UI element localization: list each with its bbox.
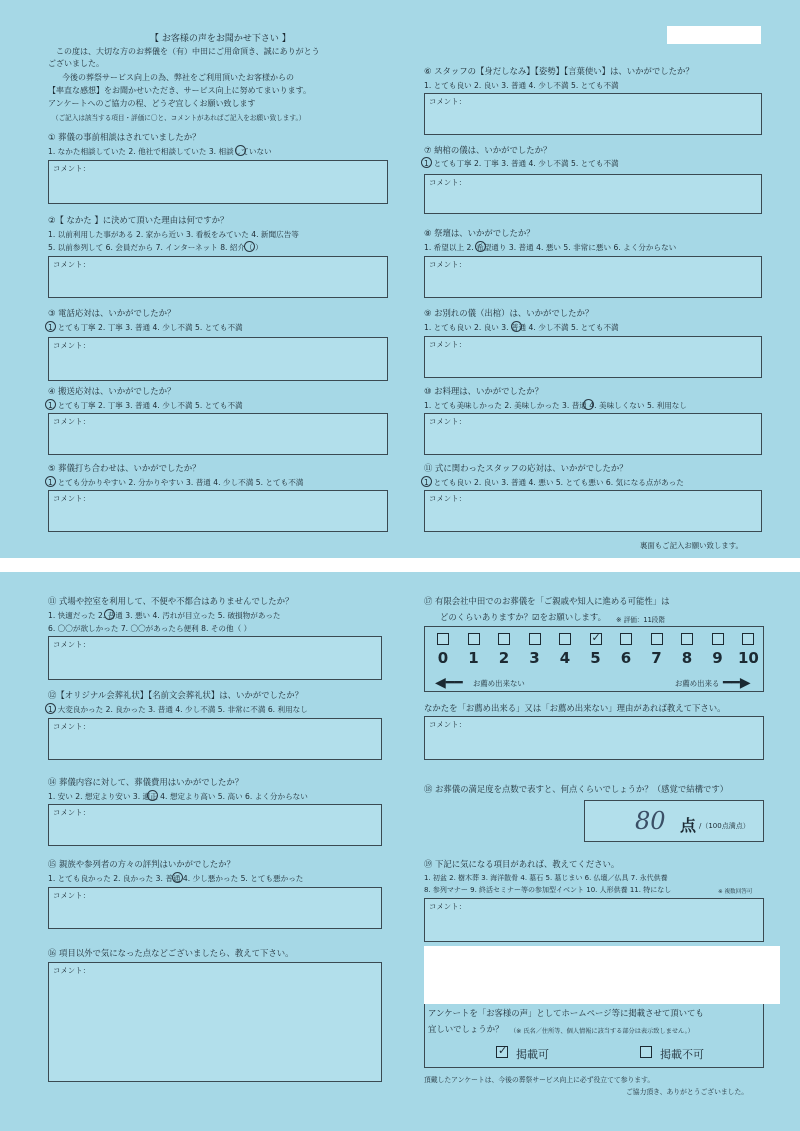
scale-checkbox-3[interactable]: [529, 633, 541, 645]
q15-comment-box[interactable]: コメント：: [48, 887, 382, 929]
q17-note: ※ 評価：11段階: [616, 616, 665, 624]
score-max: /（100点満点）: [699, 822, 750, 830]
publish-no-label: 掲載不可: [660, 1048, 704, 1061]
intro-line-2: ございました。: [48, 59, 104, 68]
q7-comment-box[interactable]: コメント：: [424, 174, 762, 214]
publish-question-2: 宜しいでしょうか？: [428, 1024, 504, 1034]
q11-options: 1. とても良い 2. 良い 3. 普通 4. 悪い 5. とても悪い 6. 気になる点があった: [424, 478, 684, 487]
score-unit: 点: [680, 816, 697, 835]
q8-options: 1. 希望以上 2. 希望通り 3. 普通 4. 悪い 5. 非常に悪い 6. よく分からない: [424, 243, 677, 252]
scale-number-8: 8: [681, 649, 693, 667]
q11-comment-box[interactable]: コメント：: [424, 490, 762, 532]
q11b-options-1: 1. 快適だった 2. 普通 3. 悪い 4. 汚れが目立った 5. 破損物があった: [48, 611, 281, 620]
q3-options: 1. とても丁寧 2. 丁寧 3. 普通 4. 少し不満 5. とても不満: [48, 323, 243, 332]
selection-mark: [583, 399, 594, 410]
q12b-options: 1. 大変良かった 2. 良かった 3. 普通 4. 少し不満 5. 非常に不満 6. 利用なし: [48, 705, 308, 714]
q14-title: ⑭ 葬儀内容に対して、葬儀費用はいかがでしたか？: [48, 777, 244, 787]
q9-title: ⑨ お別れの儀（出棺）は、いかがでしたか？: [424, 308, 594, 318]
q1-comment-box[interactable]: コメント：: [48, 160, 388, 204]
selection-mark: [172, 872, 183, 883]
q17-title-1: ⑰ 有限会社中田でのお葬儀を「ご親戚や知人に進める可能性」は: [424, 596, 670, 606]
q17-reason: なかたを「お薦め出来る」又は「お薦め出来ない」理由があれば教えて下さい。: [424, 703, 726, 713]
selection-mark: [475, 241, 486, 252]
scale-checkbox-5[interactable]: [590, 633, 602, 645]
q14-options: 1. 安い 2. 想定より安い 3. 適正 4. 想定より高い 5. 高い 6. よく分からない: [48, 792, 308, 801]
q1-options: 1. なかた相談していた 2. 他社で相談していた 3. 相談していない: [48, 147, 272, 156]
q6-comment-box[interactable]: コメント：: [424, 93, 762, 135]
scale-checkbox-9[interactable]: [712, 633, 724, 645]
intro-line-5: アンケートへのご協力の程、どうぞ宜しくお願い致します: [48, 99, 256, 108]
q2-comment-box[interactable]: コメント：: [48, 256, 388, 298]
publish-note: （※ 氏名／住所等、個人情報に該当する部分は表示致しません。）: [510, 1028, 694, 1035]
q11b-options-2: 6. 〇〇が欲しかった 7. 〇〇があったら便利 8. その他（ ）: [48, 624, 252, 633]
scale-number-4: 4: [559, 649, 571, 667]
footer-note: 裏面もご記入お願い致します。: [640, 541, 743, 550]
selection-mark: [45, 321, 56, 332]
recommend-scale: [424, 626, 764, 692]
q16-comment-box[interactable]: コメント：: [48, 962, 382, 1082]
q4-options: 1. とても丁寧 2. 丁寧 3. 普通 4. 少し不満 5. とても不満: [48, 401, 243, 410]
scale-number-5: 5: [590, 649, 601, 667]
selection-mark: [104, 609, 115, 620]
publish-yes-label: 掲載可: [516, 1048, 549, 1061]
score-box[interactable]: [584, 800, 764, 842]
score-value: 80: [635, 807, 666, 835]
q3-comment-box[interactable]: コメント：: [48, 337, 388, 381]
intro-line-4: 【率直な感想】をお聞かせいただき、サービス向上に努めてまいります。: [48, 86, 312, 95]
q2-title: ②【 なかた 】に決めて頂いた理由は何ですか？: [48, 215, 229, 225]
arrow-right-icon: ━━▶: [723, 675, 751, 691]
q11b-comment-box[interactable]: コメント：: [48, 636, 382, 680]
q5-title: ⑤ 葬儀打ち合わせは、いかがでしたか？: [48, 463, 201, 473]
scale-checkbox-8[interactable]: [681, 633, 693, 645]
closing-line-2: ご協力頂き、ありがとうございました。: [626, 1088, 749, 1096]
q11-title: ⑪ 式に関わったスタッフの応対は、いかがでしたか？: [424, 463, 628, 473]
q7-options: 1. とても丁寧 2. 丁寧 3. 普通 4. 少し不満 5. とても不満: [424, 159, 619, 168]
q8-title: ⑧ 祭壇は、いかがでしたか？: [424, 228, 535, 238]
q10-title: ⑩ お料理は、いかがでしたか？: [424, 386, 544, 396]
scale-checkbox-1[interactable]: [468, 633, 480, 645]
selection-mark: [147, 790, 158, 801]
q15-title: ⑮ 親族や参列者の方々の評判はいかがでしたか？: [48, 859, 235, 869]
q10-comment-box[interactable]: コメント：: [424, 413, 762, 455]
q1-title: ① 葬儀の事前相談はされていましたか？: [48, 132, 201, 142]
q8-comment-box[interactable]: コメント：: [424, 256, 762, 298]
q2-options-1: 1. 以前利用した事がある 2. 家から近い 3. 看板をみていた 4. 新聞広告等: [48, 230, 299, 239]
q11b-title: ⑪ 式場や控室を利用して、不便や不都合はありませんでしたか？: [48, 596, 294, 606]
q9-options: 1. とても良い 2. 良い 3. 普通 4. 少し不満 5. とても不満: [424, 323, 619, 332]
q10-options: 1. とても美味しかった 2. 美味しかった 3. 普通 4. 美味しくない 5. 利用なし: [424, 401, 687, 410]
q19-title: ⑲ 下記に気になる項目があれば、教えてください。: [424, 859, 620, 869]
publish-no-checkbox[interactable]: [640, 1046, 652, 1058]
instruction-note: （ご記入は該当する項目・評価に〇と、コメントがあればご記入をお願い致します。）: [52, 114, 306, 122]
scale-checkbox-0[interactable]: [437, 633, 449, 645]
selection-mark: [45, 399, 56, 410]
q19-comment-box[interactable]: コメント：: [424, 898, 764, 942]
q3-title: ③ 電話応対は、いかがでしたか？: [48, 308, 176, 318]
selection-mark: [511, 321, 522, 332]
q4-title: ④ 搬送応対は、いかがでしたか？: [48, 386, 176, 396]
scale-checkbox-2[interactable]: [498, 633, 510, 645]
q16-title: ⑯ 項目以外で気になった点などございましたら、教えて下さい。: [48, 948, 294, 958]
scale-number-1: 1: [468, 649, 479, 667]
q14-comment-box[interactable]: コメント：: [48, 804, 382, 846]
scale-right-label: お薦め出来る: [675, 679, 720, 688]
survey-title: 【 お客様の声をお聞かせ下さい 】: [150, 34, 291, 44]
q15-options: 1. とても良かった 2. 良かった 3. 普通 4. 少し悪かった 5. とても悪かった: [48, 874, 304, 883]
redacted-area: [667, 26, 761, 44]
q19-note: ※ 複数回答可: [718, 889, 753, 895]
scale-number-3: 3: [529, 649, 540, 667]
scale-number-10: 10: [738, 649, 759, 667]
q17-comment-box[interactable]: コメント：: [424, 716, 764, 760]
q5-options: 1. とても分かりやすい 2. 分かりやすい 3. 普通 4. 少し不満 5. とても不満: [48, 478, 304, 487]
selection-mark: [244, 241, 255, 252]
selection-mark: [421, 476, 432, 487]
q12b-title: ⑫【オリジナル会葬礼状】【名前文会葬礼状】は、いかがでしたか？: [48, 690, 304, 700]
survey-page-front: [0, 0, 800, 558]
q17-title-2: どのくらいありますか？☑をお願いします。: [440, 612, 606, 622]
q9-comment-box[interactable]: コメント：: [424, 336, 762, 378]
q2-options-2: 5. 以前参列して 6. 会員だから 7. インターネット 8. 紹介（ ）: [48, 243, 263, 252]
selection-mark: [235, 145, 246, 156]
check-mark-icon: ✓: [591, 631, 601, 644]
selection-mark: [421, 157, 432, 168]
redacted-area: [424, 946, 780, 1004]
q18-title: ⑱ お葬儀の満足度を点数で表すと、何点くらいでしょうか？（感覚で結構です）: [424, 784, 729, 794]
intro-line-3: 今後の葬祭サービス向上の為、弊社をご利用頂いたお客様からの: [62, 73, 294, 82]
scale-checkbox-6[interactable]: [620, 633, 632, 645]
scale-left-label: お薦め出来ない: [473, 679, 525, 688]
survey-page-back: [0, 572, 800, 1131]
q6-options: 1. とても良い 2. 良い 3. 普通 4. 少し不満 5. とても不満: [424, 81, 619, 90]
publish-question-1: アンケートを「お客様の声」としてホームページ等に掲載させて頂いても: [428, 1008, 704, 1018]
q7-title: ⑦ 納棺の儀は、いかがでしたか？: [424, 145, 552, 155]
scale-checkbox-7[interactable]: [651, 633, 663, 645]
q4-comment-box[interactable]: コメント：: [48, 413, 388, 455]
scale-checkbox-10[interactable]: [742, 633, 754, 645]
scale-number-9: 9: [712, 649, 723, 667]
q5-comment-box[interactable]: コメント：: [48, 490, 388, 532]
intro-line-1: この度は、大切な方のお葬儀を（有）中田にご用命頂き、誠にありがとう: [56, 47, 320, 56]
check-mark-icon: ✓: [498, 1044, 508, 1057]
publish-yes-checkbox[interactable]: [496, 1046, 508, 1058]
scale-number-2: 2: [498, 649, 510, 667]
selection-mark: [45, 703, 56, 714]
q19-options-2: 8. 参列マナー 9. 終活セミナー等の参加型イベント 10. 人形供養 11. 特になし: [424, 886, 672, 894]
scale-number-7: 7: [651, 649, 662, 667]
closing-line-1: 頂戴したアンケートは、今後の葬祭サービス向上に必ず役立てて参ります。: [424, 1076, 655, 1084]
scale-number-0: 0: [437, 649, 449, 667]
q19-options-1: 1. 初盆 2. 樹木葬 3. 海洋散骨 4. 墓石 5. 墓じまい 6. 仏壇／仏具 7. 永代供養: [424, 874, 668, 882]
scale-number-6: 6: [620, 649, 632, 667]
selection-mark: [45, 476, 56, 487]
arrow-left-icon: ◀━━: [435, 675, 463, 691]
q6-title: ⑥ スタッフの【身だしなみ】【姿勢】【言葉使い】は、いかがでしたか？: [424, 66, 694, 76]
q12b-comment-box[interactable]: コメント：: [48, 718, 382, 760]
scale-checkbox-4[interactable]: [559, 633, 571, 645]
